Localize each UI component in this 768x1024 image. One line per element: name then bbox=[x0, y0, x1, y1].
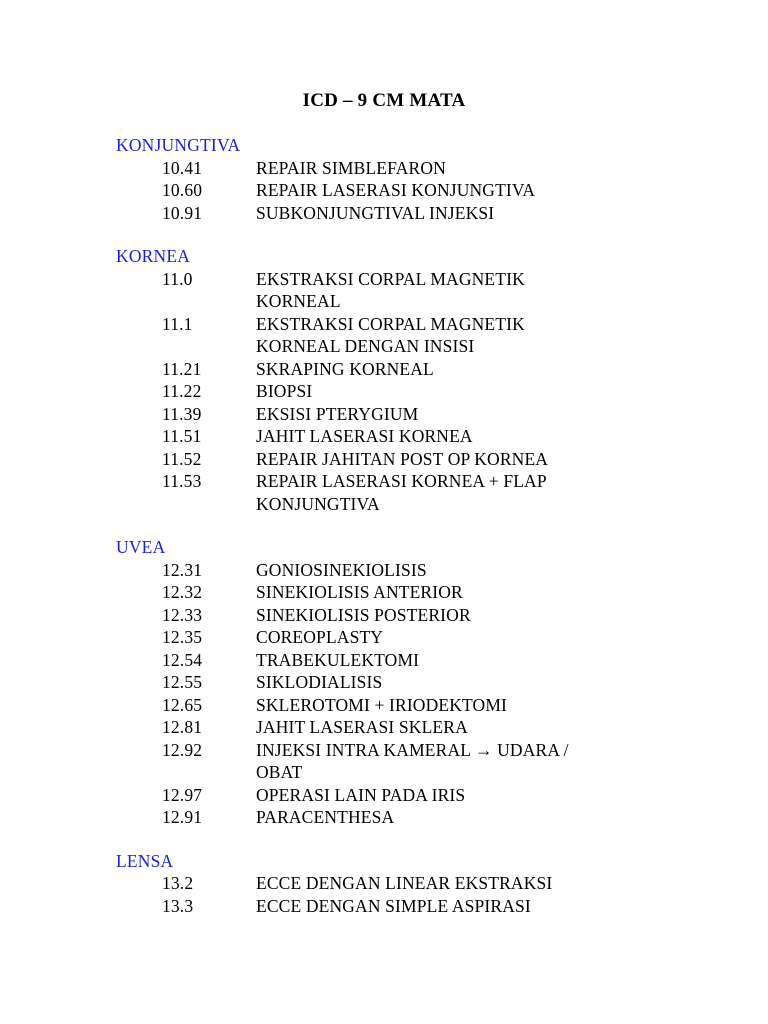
procedure-description-line: SINEKIOLISIS ANTERIOR bbox=[256, 582, 463, 602]
section-list bbox=[0, 134, 768, 938]
section-heading: UVEA bbox=[116, 537, 166, 557]
procedure-code: 12.81 bbox=[162, 717, 203, 737]
procedure-entry bbox=[0, 895, 768, 918]
procedure-description-line: KORNEAL DENGAN INSISI bbox=[256, 336, 475, 356]
procedure-description-line: SKRAPING KORNEAL bbox=[256, 358, 434, 379]
procedure-description bbox=[256, 872, 636, 895]
procedure-description-line: INJEKSI INTRA KAMERAL → UDARA / bbox=[256, 739, 569, 760]
procedure-description-line: ECCE DENGAN LINEAR EKSTRAKSI bbox=[256, 873, 553, 893]
procedure-description-line: KONJUNGTIVA bbox=[256, 493, 380, 514]
procedure-description-line: EKSTRAKSI CORPAL MAGNETIK bbox=[256, 313, 525, 334]
procedure-description bbox=[256, 403, 636, 426]
procedure-description bbox=[256, 895, 636, 918]
procedure-entry bbox=[0, 403, 768, 426]
procedure-entry bbox=[0, 380, 768, 403]
procedure-description-line: GONIOSINEKIOLISIS bbox=[256, 559, 427, 580]
procedure-entry bbox=[0, 425, 768, 448]
procedure-description-line: OPERASI LAIN PADA IRIS bbox=[256, 784, 466, 805]
procedure-entry bbox=[0, 268, 768, 313]
procedure-description-line: PARACENTHESA bbox=[256, 807, 395, 827]
section-heading: KORNEA bbox=[116, 246, 191, 266]
procedure-description-line: TRABEKULEKTOMI bbox=[256, 649, 420, 670]
procedure-description bbox=[256, 380, 636, 403]
procedure-code: 11.0 bbox=[162, 268, 193, 289]
document-title: ICD – 9 CM MATA bbox=[302, 90, 466, 111]
procedure-entry bbox=[0, 739, 768, 784]
procedure-description-line: REPAIR LASERASI KONJUNGTIVA bbox=[256, 180, 536, 200]
procedure-code: 11.22 bbox=[162, 381, 202, 401]
procedure-description bbox=[256, 313, 636, 358]
procedure-description bbox=[256, 716, 636, 739]
procedure-description bbox=[256, 784, 636, 807]
procedure-code: 12.65 bbox=[162, 694, 203, 715]
procedure-description-line: BIOPSI bbox=[256, 381, 313, 401]
procedure-description bbox=[256, 559, 636, 582]
procedure-entry bbox=[0, 671, 768, 694]
procedure-description bbox=[256, 425, 636, 448]
procedure-description bbox=[256, 470, 636, 515]
procedure-code: 12.31 bbox=[162, 559, 203, 580]
procedure-description bbox=[256, 806, 636, 829]
procedure-code: 12.55 bbox=[162, 672, 203, 692]
procedure-description bbox=[256, 448, 636, 471]
procedure-description-line: EKSTRAKSI CORPAL MAGNETIK bbox=[256, 268, 525, 289]
procedure-entry bbox=[0, 581, 768, 604]
procedure-description-line: REPAIR SIMBLEFARON bbox=[256, 157, 446, 178]
procedure-description bbox=[256, 202, 636, 225]
procedure-entry bbox=[0, 604, 768, 627]
procedure-entry bbox=[0, 470, 768, 515]
procedure-code: 12.35 bbox=[162, 627, 203, 647]
procedure-code: 11.39 bbox=[162, 403, 202, 424]
procedure-description-line: SIKLODIALISIS bbox=[256, 672, 383, 692]
section-lensa bbox=[0, 850, 768, 918]
procedure-entry bbox=[0, 313, 768, 358]
procedure-entry bbox=[0, 448, 768, 471]
procedure-entry bbox=[0, 202, 768, 225]
procedure-description bbox=[256, 671, 636, 694]
procedure-description-line: SKLEROTOMI + IRIODEKTOMI bbox=[256, 694, 508, 715]
section-heading: LENSA bbox=[116, 850, 174, 871]
procedure-code: 12.33 bbox=[162, 604, 203, 625]
procedure-description-line: ECCE DENGAN SIMPLE ASPIRASI bbox=[256, 895, 531, 916]
procedure-description bbox=[256, 358, 636, 381]
procedure-entry bbox=[0, 716, 768, 739]
procedure-description-line: KORNEAL bbox=[256, 291, 341, 311]
procedure-description bbox=[256, 581, 636, 604]
procedure-entry bbox=[0, 694, 768, 717]
procedure-description bbox=[256, 626, 636, 649]
procedure-entry bbox=[0, 784, 768, 807]
procedure-description-line: JAHIT LASERASI KORNEA bbox=[256, 426, 473, 446]
procedure-entry bbox=[0, 358, 768, 381]
section-kornea bbox=[0, 245, 768, 515]
section-heading: KONJUNGTIVA bbox=[116, 135, 241, 155]
procedure-entry bbox=[0, 559, 768, 582]
procedure-description-line: JAHIT LASERASI SKLERA bbox=[256, 717, 468, 737]
procedure-description-line: REPAIR JAHITAN POST OP KORNEA bbox=[256, 448, 549, 469]
procedure-code: 13.3 bbox=[162, 895, 194, 916]
procedure-description bbox=[256, 649, 636, 672]
procedure-description bbox=[256, 739, 636, 784]
procedure-code: 13.2 bbox=[162, 873, 194, 893]
procedure-description-line: EKSISI PTERYGIUM bbox=[256, 403, 419, 424]
section-uvea bbox=[0, 536, 768, 829]
procedure-code: 11.1 bbox=[162, 313, 193, 334]
procedure-description-line: SINEKIOLISIS POSTERIOR bbox=[256, 604, 471, 625]
procedure-description-line: OBAT bbox=[256, 762, 303, 782]
procedure-code: 12.92 bbox=[162, 739, 203, 760]
procedure-description-line: COREOPLASTY bbox=[256, 627, 384, 647]
procedure-code: 11.51 bbox=[162, 426, 202, 446]
procedure-code: 12.32 bbox=[162, 582, 203, 602]
procedure-code: 12.54 bbox=[162, 649, 203, 670]
procedure-entry bbox=[0, 179, 768, 202]
procedure-code: 10.91 bbox=[162, 202, 203, 223]
procedure-code: 10.41 bbox=[162, 157, 203, 178]
procedure-description bbox=[256, 157, 636, 180]
procedure-code: 10.60 bbox=[162, 180, 203, 200]
procedure-description-line: SUBKONJUNGTIVAL INJEKSI bbox=[256, 202, 495, 223]
procedure-code: 11.21 bbox=[162, 358, 202, 379]
procedure-description-line: REPAIR LASERASI KORNEA + FLAP bbox=[256, 471, 547, 491]
procedure-code: 11.53 bbox=[162, 471, 202, 491]
procedure-description bbox=[256, 179, 636, 202]
procedure-entry bbox=[0, 626, 768, 649]
section-konjungtiva bbox=[0, 134, 768, 224]
procedure-code: 12.91 bbox=[162, 807, 203, 827]
procedure-description bbox=[256, 268, 636, 313]
procedure-entry bbox=[0, 806, 768, 829]
procedure-entry bbox=[0, 157, 768, 180]
procedure-description bbox=[256, 604, 636, 627]
procedure-description bbox=[256, 694, 636, 717]
procedure-entry bbox=[0, 649, 768, 672]
procedure-entry bbox=[0, 872, 768, 895]
procedure-code: 12.97 bbox=[162, 784, 203, 805]
procedure-code: 11.52 bbox=[162, 448, 202, 469]
